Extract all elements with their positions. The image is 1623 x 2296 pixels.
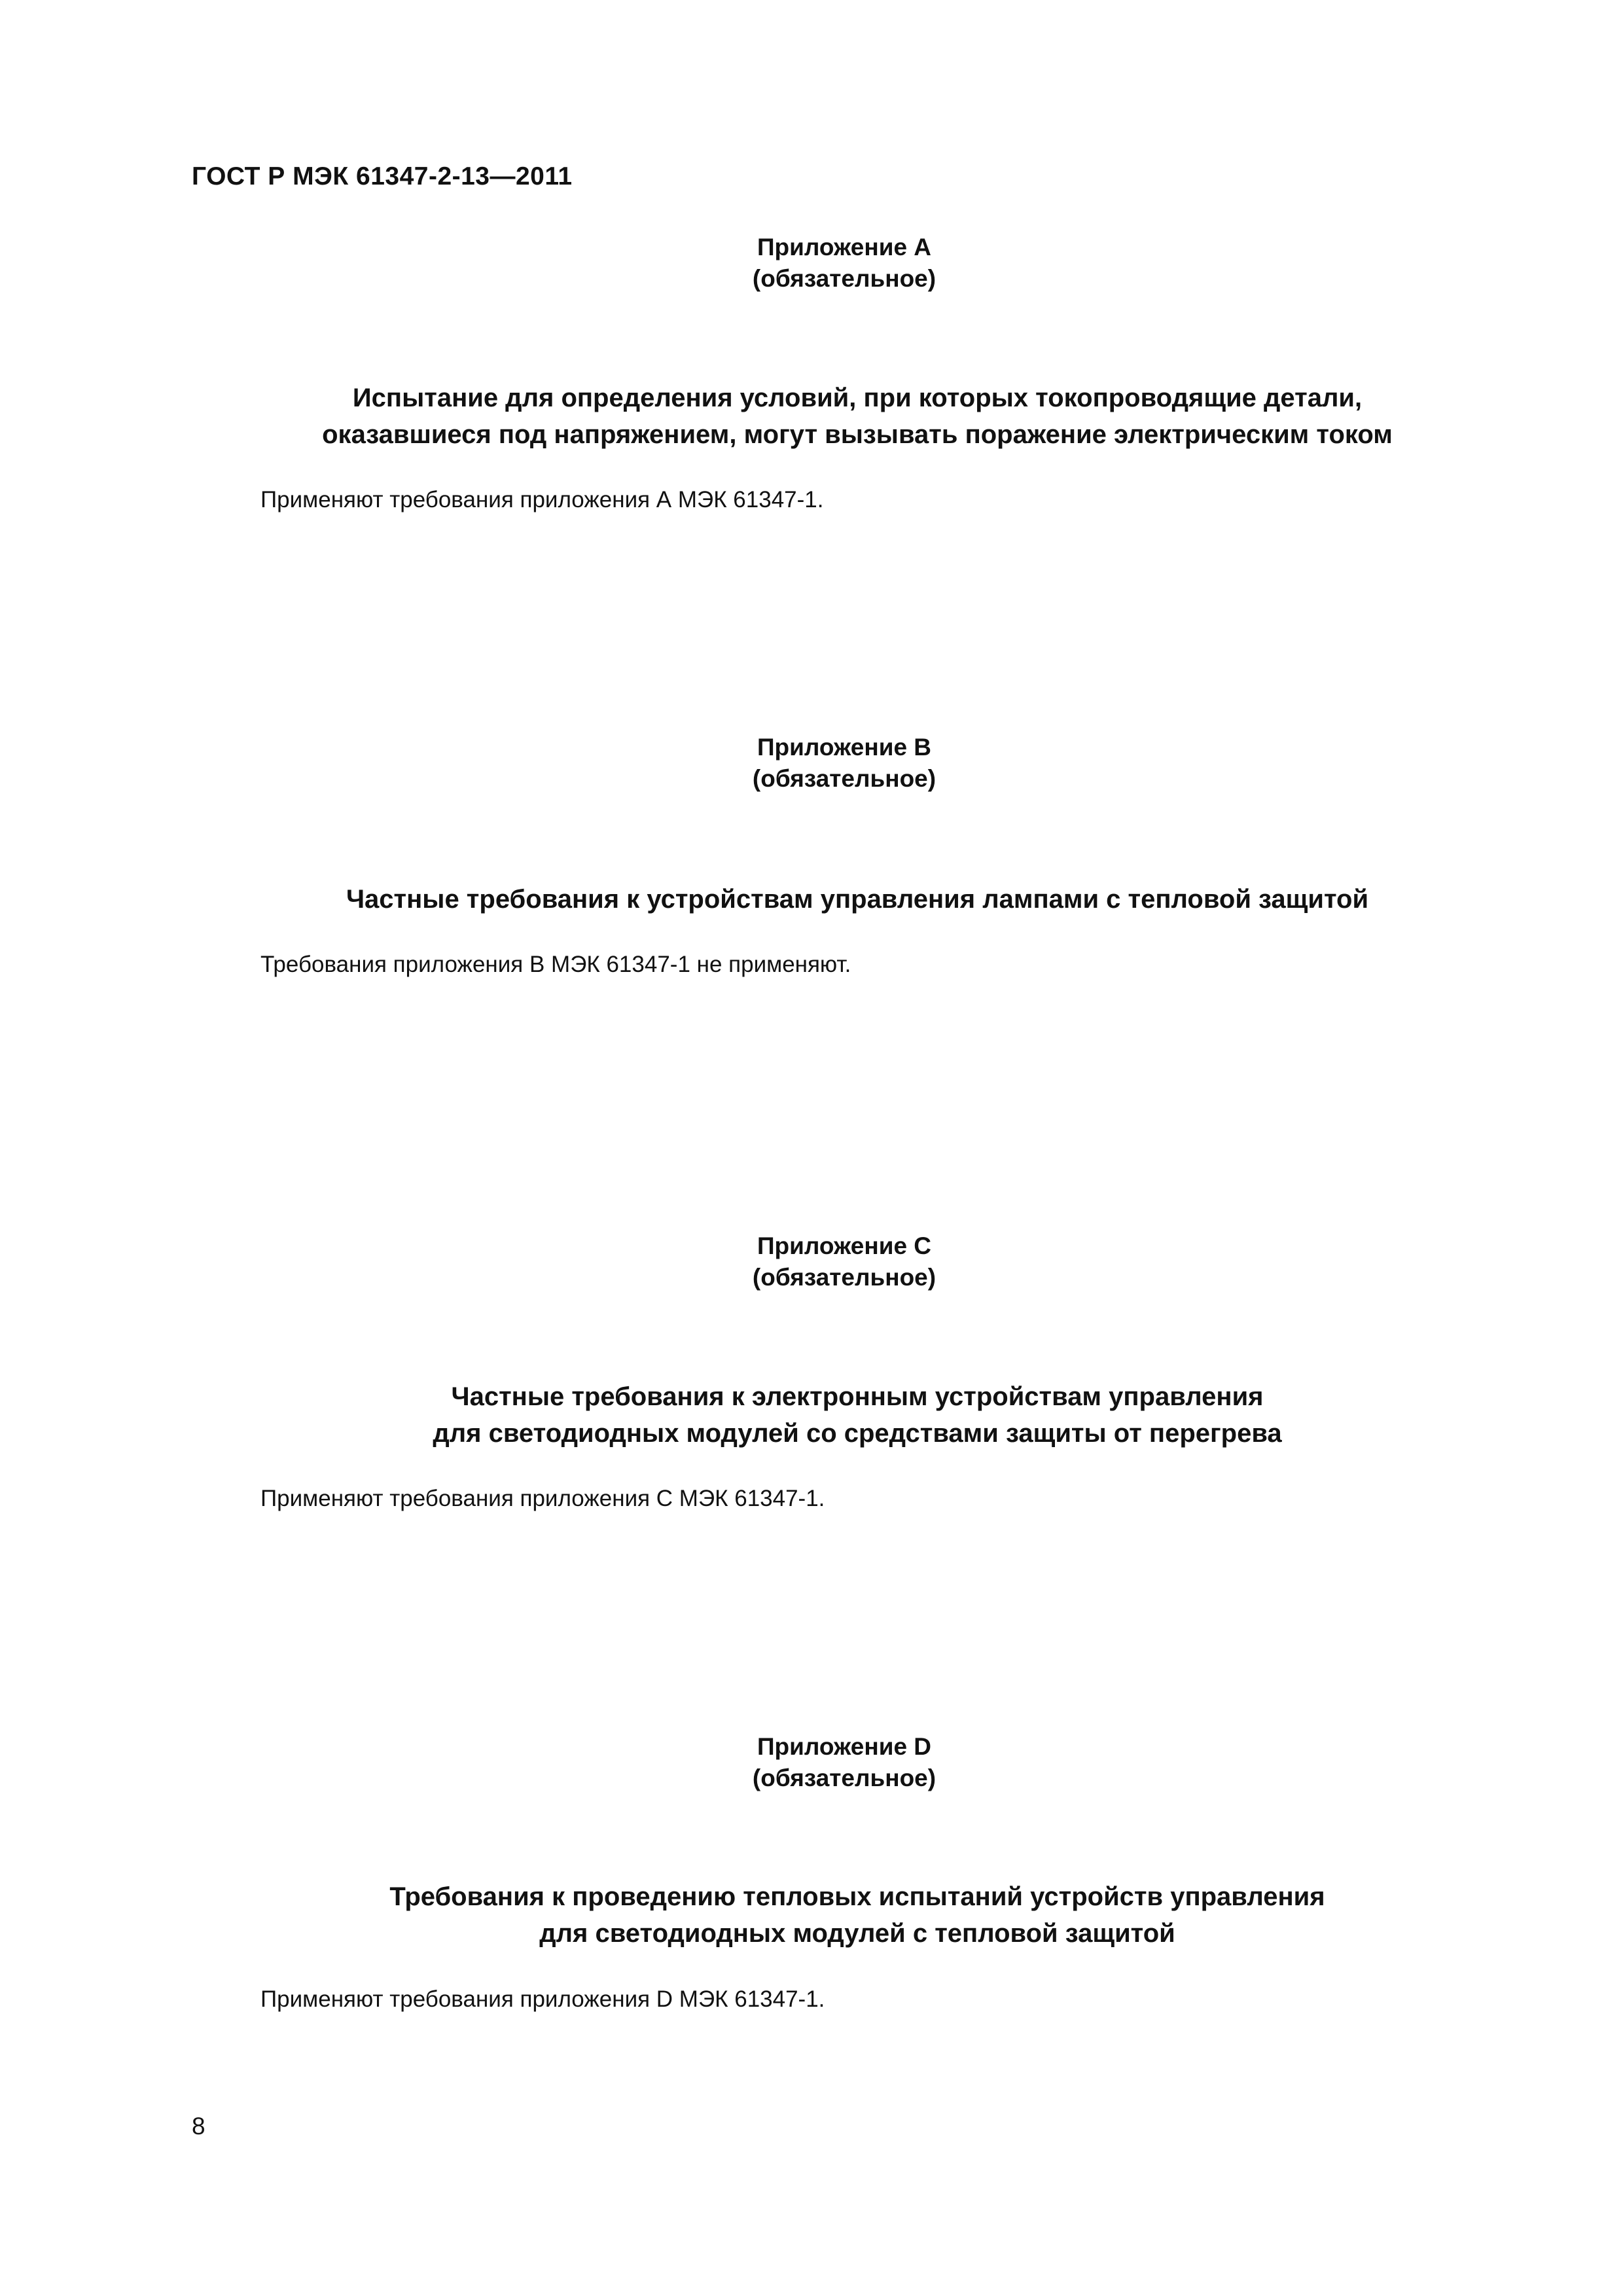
annex-a-title [157, 380, 1558, 453]
document-header: ГОСТ Р МЭК 61347-2-13—2011 [192, 162, 573, 190]
annex-d-label [746, 1731, 942, 1794]
annex-d-status: (обязательное) [752, 1765, 936, 1791]
annex-c-title-line-1: Частные требования к электронным устройствам управления [451, 1382, 1264, 1411]
annex-c-name: Приложение С [757, 1232, 932, 1259]
annex-b-status: (обязательное) [752, 765, 936, 792]
annex-a-title-line-1: Испытание для определения условий, при которых токопроводящие детали, [352, 384, 1363, 412]
annex-d-title-line-2: для светодиодных модулей с тепловой защитой [539, 1919, 1175, 1948]
annex-c-status: (обязательное) [752, 1264, 936, 1291]
annex-c-title [157, 1378, 1558, 1452]
page-number: 8 [192, 2113, 205, 2140]
annex-b-title-line-1: Частные требования к устройствам управления лампами с тепловой защитой [346, 885, 1369, 914]
annex-c-title-line-2: для светодиодных модулей со средствами защиты от перегрева [433, 1419, 1282, 1448]
annex-c-text: Применяют требования приложения С МЭК 61347-1. [260, 1486, 825, 1511]
annex-d-title-line-1: Требования к проведению тепловых испытаний устройств управления [389, 1882, 1325, 1911]
annex-a-status: (обязательное) [752, 265, 936, 292]
annex-b-label [746, 732, 942, 795]
annex-d-title [157, 1878, 1558, 1952]
annex-a-title-line-2: оказавшиеся под напряжением, могут вызывать поражение электрическим током [322, 420, 1393, 449]
annex-b-title [157, 881, 1558, 918]
annex-d-name: Приложение D [757, 1733, 932, 1760]
annex-b-name: Приложение В [757, 734, 932, 761]
annex-a-text: Применяют требования приложения А МЭК 61347-1. [260, 487, 824, 512]
annex-c-label [746, 1230, 942, 1293]
annex-a-name: Приложение А [757, 234, 932, 260]
annex-b-text: Требования приложения В МЭК 61347-1 не применяют. [260, 952, 851, 977]
annex-d-text: Применяют требования приложения D МЭК 61347-1. [260, 1986, 825, 2012]
annex-a-label [746, 232, 942, 295]
